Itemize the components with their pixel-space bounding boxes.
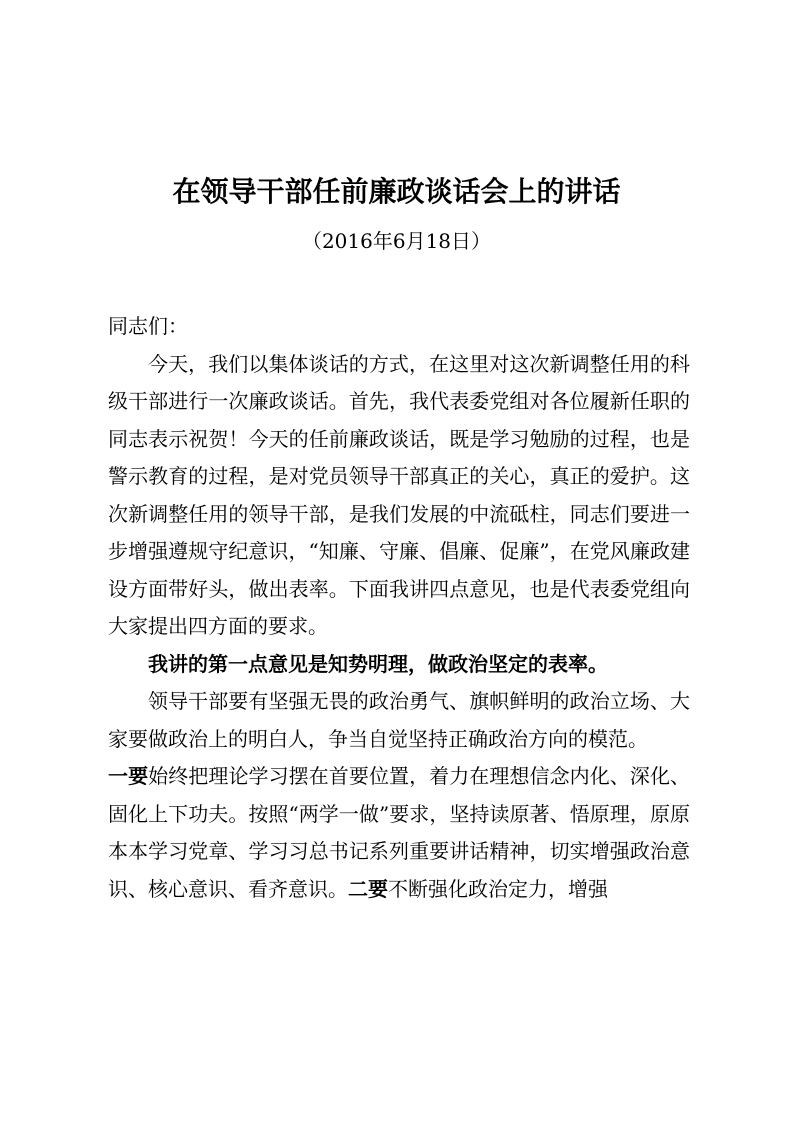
speech-date: （2016年6月18日） [301, 229, 492, 253]
speech-body [108, 308, 690, 908]
salutation: 同志们： [108, 314, 188, 338]
point-two-label: 二要 [348, 876, 388, 901]
point-one-label: 一要 [108, 764, 149, 788]
page-title: 在领导干部任前廉政谈话会上的讲话 [172, 175, 621, 208]
section-heading-first-point: 我讲的第一点意见是知势明理，做政治坚定的表率。 [148, 651, 608, 676]
opening-paragraph: 今天，我们以集体谈话的方式，在这里对这次新调整任用的科级干部进行一次廉政谈话。首先，我代表委党组对各位履新任职的同志表示祝贺！今天的任前廉政谈话，既是学习勉励的过程，也是警示教育的过程，是对党员领导干部真正的关心，真正的爱护。这次新调整任用的领导干部，是我们发展的中流砥柱，同志们要进一步增强遵规守纪意识，“知廉、守廉、倡廉、促廉”，在党风廉政建设方面带好头，做出表率。下面我讲四点意见，也是代表委党组向大家提出四方面的要求。 [108, 351, 690, 638]
point-two-text: 不断强化政治定力，增强 [388, 876, 608, 901]
first-point-intro: 领导干部要有坚强无畏的政治勇气、旗帜鲜明的政治立场、大家要做政治上的明白人，争当自觉坚持正确政治方向的模范。 [108, 689, 690, 751]
first-point-details [108, 758, 690, 908]
point-one-text: 始终把理论学习摆在首要位置，着力在理想信念内化、深化、固化上下功夫。按照“两学一做”要求，坚持读原著、悟原理，原原本本学习党章、学习习总书记系列重要讲话精神，切实增强政治意识、核心意识、看齐意识。 [108, 764, 691, 901]
